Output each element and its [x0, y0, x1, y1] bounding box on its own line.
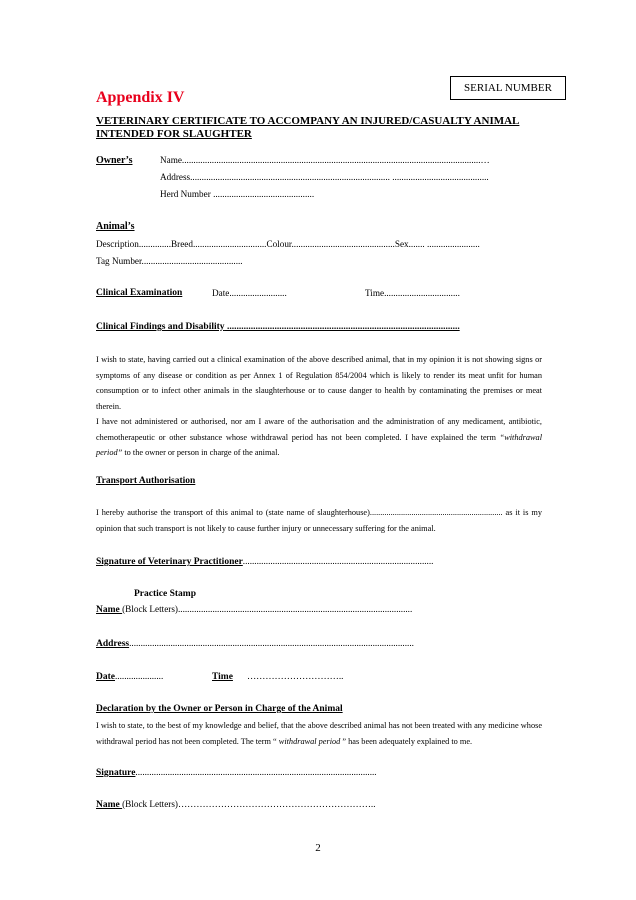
practice-stamp-label: Practice Stamp [134, 589, 196, 599]
vet-signature-row[interactable] [96, 556, 433, 567]
exam-time-field[interactable]: Time................................. [365, 288, 460, 298]
serial-number-box: SERIAL NUMBER [450, 76, 566, 100]
vet-signature-dots: ................................................................................... [242, 556, 434, 566]
page-number: 2 [315, 842, 321, 854]
owner-name-row[interactable] [96, 799, 376, 810]
owner-signature-label: Signature [96, 768, 136, 778]
declaration-text-start: I wish to state, to the best of my knowledge and belief, that the above described animal has not been treated with any medicine whose withdrawal period has not been completed. The term “ [96, 721, 542, 746]
animal-description-field[interactable]: Description..............Breed................................Colour.............................................Sex....... ....................... [96, 239, 480, 249]
statement-p2-start: I have not administered or authorised, nor am I aware of the authorisation and the administration of any medicament, antibiotic, chemotherapeutic or other substance whose withdrawal period has not been completed. I have explained the term [96, 417, 542, 442]
clinical-findings-dots: .................................................................................................. [224, 322, 460, 332]
clinical-findings-row[interactable] [96, 322, 460, 332]
exam-date-field[interactable]: Date......................... [212, 288, 287, 298]
owner-address-field[interactable]: Address....................................................................................... .......................................... [160, 172, 489, 182]
owner-name-label: Name [96, 800, 123, 810]
statement-paragraph-1: I wish to state, having carried out a clinical examination of the above described animal, that in my opinion it is not showing signs or symptoms of any disease or condition as per Annex 1 of Regulation 854/2004 which is likely to render its meat unfit for human consumption or to infect other animals in the slaughterhouse or to cause danger to health by contaminating the premises or meat therein. [96, 355, 542, 411]
declaration-label: Declaration by the Owner or Person in Charge of the Animal [96, 704, 343, 714]
owner-signature-row[interactable] [96, 767, 377, 778]
certificate-title-line-1: VETERINARY CERTIFICATE TO ACCOMPANY AN INJURED/CASUALTY ANIMAL [96, 115, 520, 127]
transport-authorisation-text: I hereby authorise the transport of this animal to (state name of slaughterhouse)................................................................ as it is my opinion that such transport is not likely to cause further injury or unnecessary suffering for the animal. [96, 508, 542, 533]
vet-time-label: Time [212, 672, 233, 682]
vet-time-row[interactable] [212, 671, 343, 682]
vet-address-label: Address [96, 639, 130, 649]
owner-name-field[interactable]: Name..................................................................................................................................… [160, 155, 490, 165]
vet-signature-label: Signature of Veterinary Practitioner [96, 557, 243, 567]
herd-number-field[interactable]: Herd Number ............................................ [160, 189, 315, 199]
declaration-text-end: ” has been adequately explained to me. [340, 736, 473, 746]
statement-p2-end: to the owner or person in charge of the animal. [122, 448, 280, 457]
owner-signature-dots: ......................................................................................................... [135, 767, 377, 777]
clinical-findings-label: Clinical Findings and Disability [96, 322, 225, 332]
vet-address-dots: ............................................................................................................................ [129, 638, 414, 648]
vet-time-dots: ………………………….. [246, 671, 344, 681]
statement-paragraph-2 [96, 414, 542, 461]
vet-name-dots: (Block Letters)...................................................................................................... [122, 604, 413, 614]
vet-name-label: Name [96, 605, 123, 615]
certificate-title [96, 115, 519, 141]
statement-p2-italic: “withdrawal period” [96, 432, 542, 457]
vet-address-row[interactable] [96, 638, 414, 649]
vet-date-label: Date [96, 672, 115, 682]
clinical-examination-label: Clinical Examination [96, 288, 183, 298]
vet-date-row[interactable] [96, 671, 163, 682]
transport-authorisation-label: Transport Authorisation [96, 476, 196, 486]
declaration-text-italic: withdrawal period [278, 736, 341, 746]
vet-name-row[interactable] [96, 604, 412, 615]
certificate-title-line-2: INTENDED FOR SLAUGHTER [96, 128, 252, 140]
animals-label: Animal’s [96, 221, 135, 232]
owners-label: Owner’s [96, 155, 133, 166]
tag-number-field[interactable]: Tag Number............................................ [96, 256, 243, 266]
statement-block [96, 352, 542, 461]
declaration-text [96, 718, 542, 749]
owner-name-dots: (Block Letters)……………………………………………………….. [122, 799, 376, 809]
vet-date-dots: ..................... [115, 671, 164, 681]
appendix-title: Appendix IV [96, 89, 185, 106]
